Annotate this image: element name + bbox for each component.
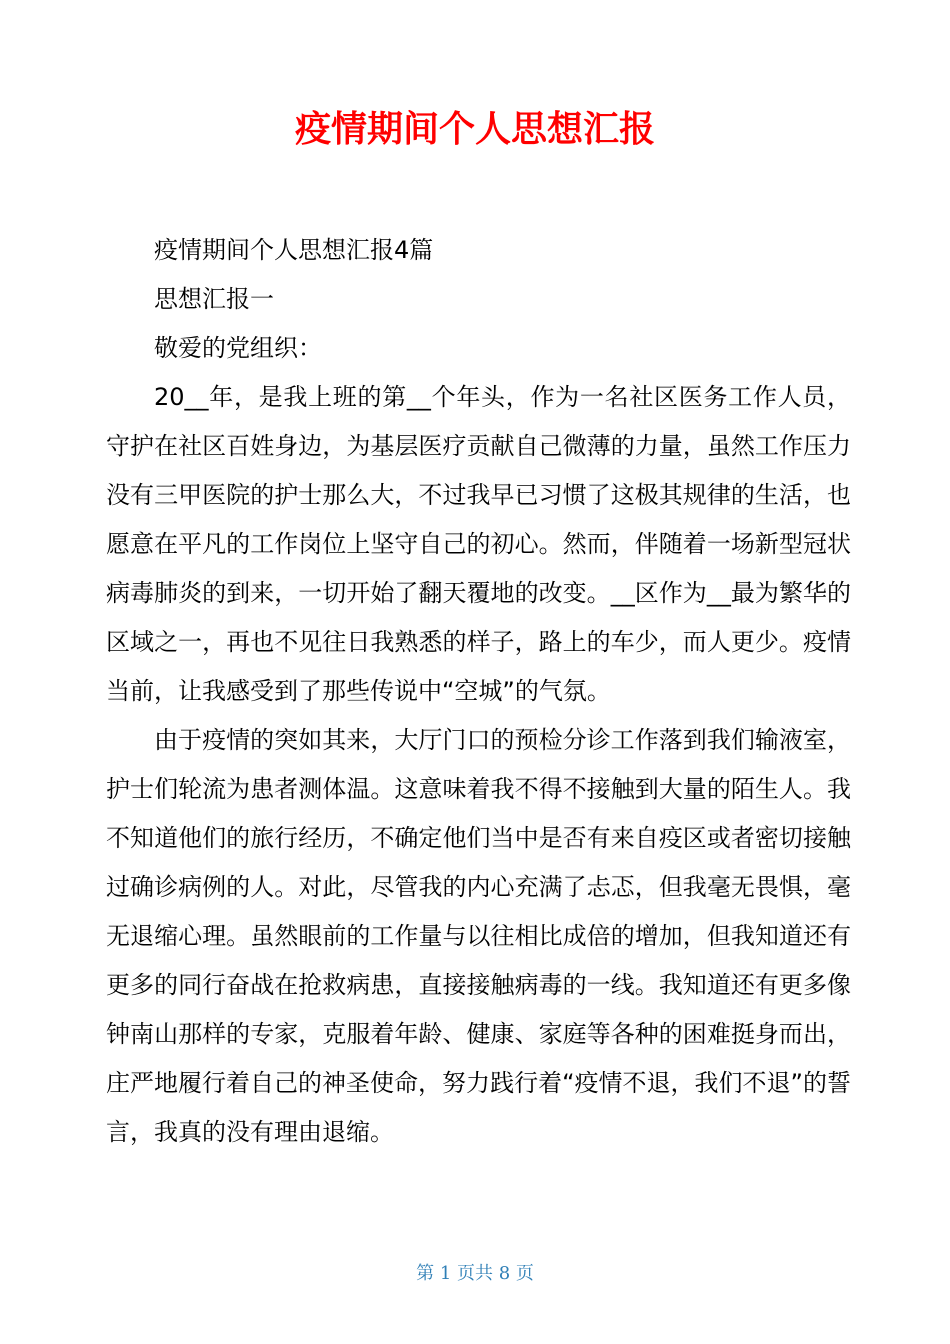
page-number-footer: 第 1 页共 8 页 <box>416 1263 534 1284</box>
body-paragraph: 20__年，是我上班的第__个年头，作为一名社区医务工作人员，守护在社区百姓身边，为基层医疗贡献自己微薄的力量，虽然工作压力没有三甲医院的护士那么大，不过我早已习惯了这极其规律的生活，也愿意在平凡的工作岗位上坚守自己的初心。然而，伴随着一场新型冠状病毒肺炎的到来，一切开始了翻天覆地的改变。__区作为__最为繁华的区域之一，再也不见往日我熟悉的样子，路上的车少，而人更少。疫情当前，让我感受到了那些传说中“空城”的气氛。 <box>106 383 851 705</box>
section-heading: 思想汇报一 <box>154 285 274 313</box>
body-paragraph: 由于疫情的突如其来，大厅门口的预检分诊工作落到我们输液室，护士们轮流为患者测体温。这意味着我不得不接触到大量的陌生人。我不知道他们的旅行经历，不确定他们当中是否有来自疫区或者密切接触过确诊病例的人。对此，尽管我的内心充满了忐忑，但我毫无畏惧，毫无退缩心理。虽然眼前的工作量与以往相比成倍的增加，但我知道还有更多的同行奋战在抢救病患，直接接触病毒的一线。我知道还有更多像钟南山那样的专家，克服着年龄、健康、家庭等各种的困难挺身而出，庄严地履行着自己的神圣使命，努力践行着“疫情不退，我们不退”的誓言，我真的没有理由退缩。 <box>106 726 851 1146</box>
salutation: 敬爱的党组织： <box>154 334 322 362</box>
document-body <box>106 226 851 1157</box>
document-title: 疫情期间个人思想汇报 <box>294 109 655 150</box>
document-subtitle: 疫情期间个人思想汇报4篇 <box>154 236 434 264</box>
